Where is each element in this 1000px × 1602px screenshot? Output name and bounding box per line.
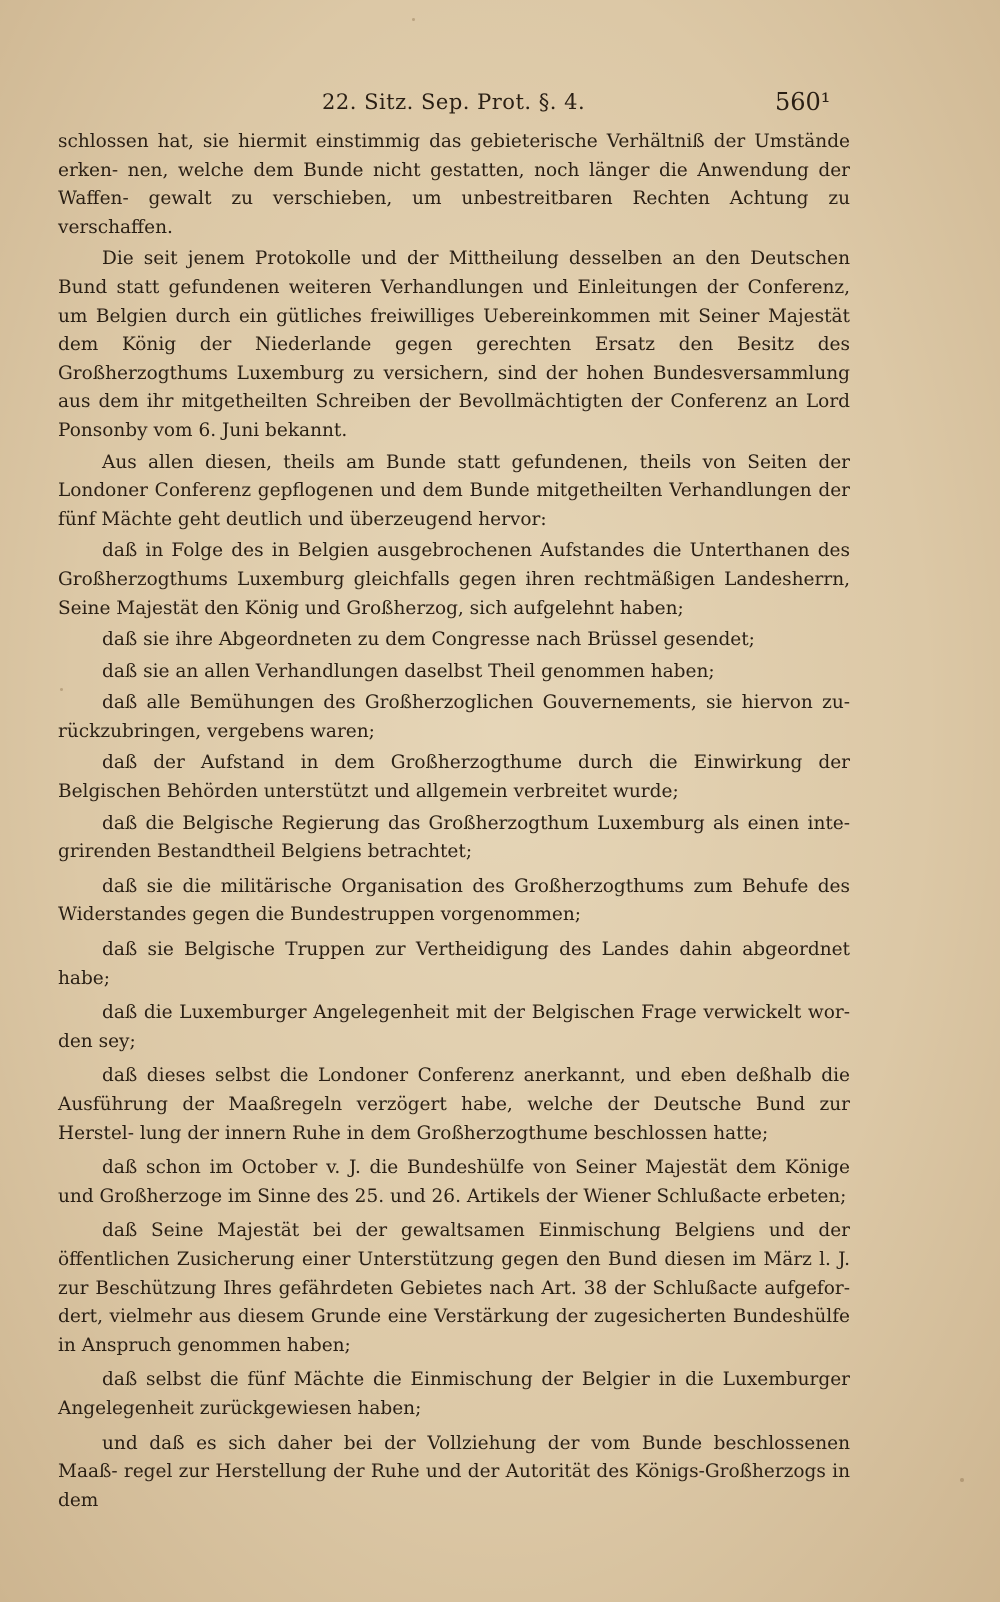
clause-item: daß die Belgische Regierung das Großherzogthum Luxemburg als einen inte- grirenden Bestandtheil Belgiens betrachtet; [58,812,850,863]
clause-item: daß sie die militärische Organisation des Großherzogthums zum Behufe des Widerstandes gegen die Bundestruppen vorgenommen; [58,875,850,926]
clause-item: daß die Luxemburger Angelegenheit mit der Belgischen Frage verwickelt wor- den sey; [58,1002,850,1052]
paper-speck [960,1478,964,1482]
paragraph-conclusion-intro: Aus allen diesen, theils am Bunde statt gefundenen, theils von Seiten der Londoner Conferenz gepflogenen und dem Bunde mitgetheilten Verhandlungen der fünf Mächte geht deutlich und überzeugend hervor: [58,451,850,530]
page-header [0,84,1000,124]
paragraph-continuation: schlossen hat, sie hiermit einstimmig das gebieterische Verhältniß der Umstände erken- nen, welche dem Bunde nicht gestatten, noch länger die Anwendung der Waffen- gewalt zu verschieben, um unbestreitbaren Rechten Achtung zu verschaffen. [58,131,850,238]
clause-list [58,537,850,1515]
paragraph-conference-negotiations: Die seit jenem Protokolle und der Mittheilung desselben an den Deutschen Bund statt gefundenen weiteren Verhandlungen und Einleitungen der Conferenz, um Belgien durch ein gütliches freiwilliges Uebereinkommen mit Seiner Majestät dem König der Niederlande gegen gerechten Ersatz den Besitz des Großherzogthums Luxemburg zu versichern, sind der hohen Bundesversammlung aus dem ihr mitgetheilten Schreiben der Bevollmächtigten der Conferenz an Lord Ponsonby vom 6. Juni bekannt. [58,248,850,441]
clause-item: daß alle Bemühungen des Großherzoglichen Gouvernements, sie hiervon zu- rückzubringen, vergebens waren; [58,692,850,742]
clause-item: daß in Folge des in Belgien ausgebrochenen Aufstandes die Unterthanen des Großherzogthums Luxemburg gleichfalls gegen ihren rechtmäßigen Landesherrn, Seine Majestät den König und Großherzog, sich aufgelehnt haben; [58,540,850,619]
paper-speck [412,18,415,21]
paper-speck [60,688,63,691]
clause-item: daß sie ihre Abgeordneten zu dem Congresse nach Brüssel gesendet; [102,629,755,651]
page-number: 560¹ [775,88,831,116]
clause-item: daß sie an allen Verhandlungen daselbst Theil genommen haben; [102,660,715,682]
clause-item: daß sie Belgische Truppen zur Vertheidigung des Landes dahin abgeordnet habe; [58,939,850,989]
clause-item: daß selbst die fünf Mächte die Einmischung der Belgier in die Luxemburger Angelegenheit zurückgewiesen haben; [58,1369,850,1419]
clause-item: daß schon im October v. J. die Bundeshülfe von Seiner Majestät dem Könige und Großherzoge im Sinne des 25. und 26. Artikels der Wiener Schlußacte erbeten; [58,1157,850,1207]
clause-item: daß dieses selbst die Londoner Conferenz anerkannt, und eben deßhalb die Ausführung der Maaßregeln verzögert habe, welche der Deutsche Bund zur Herstel- lung der innern Ruhe in dem Großherzogthume beschlossen hatte; [58,1065,850,1144]
clause-item: und daß es sich daher bei der Vollziehung der vom Bunde beschlossenen Maaß- regel zur Herstellung der Ruhe und der Autorität des Königs-Großherzogs in dem [58,1432,850,1511]
body-text [58,128,850,1518]
running-head: 22. Sitz. Sep. Prot. §. 4. [322,90,586,114]
clause-item: daß der Aufstand in dem Großherzogthume durch die Einwirkung der Belgischen Behörden unterstützt und allgemein verbreitet wurde; [58,752,850,803]
clause-item: daß Seine Majestät bei der gewaltsamen Einmischung Belgiens und der öffentlichen Zusicherung einer Unterstützung gegen den Bund diesen im März l. J. zur Beschützung Ihres gefährdeten Gebietes nach Art. 38 der Schlußacte aufgefor- dert, vielmehr aus diesem Grunde eine Verstärkung der zugesicherten Bundeshülfe in Anspruch genommen haben; [58,1220,850,1356]
